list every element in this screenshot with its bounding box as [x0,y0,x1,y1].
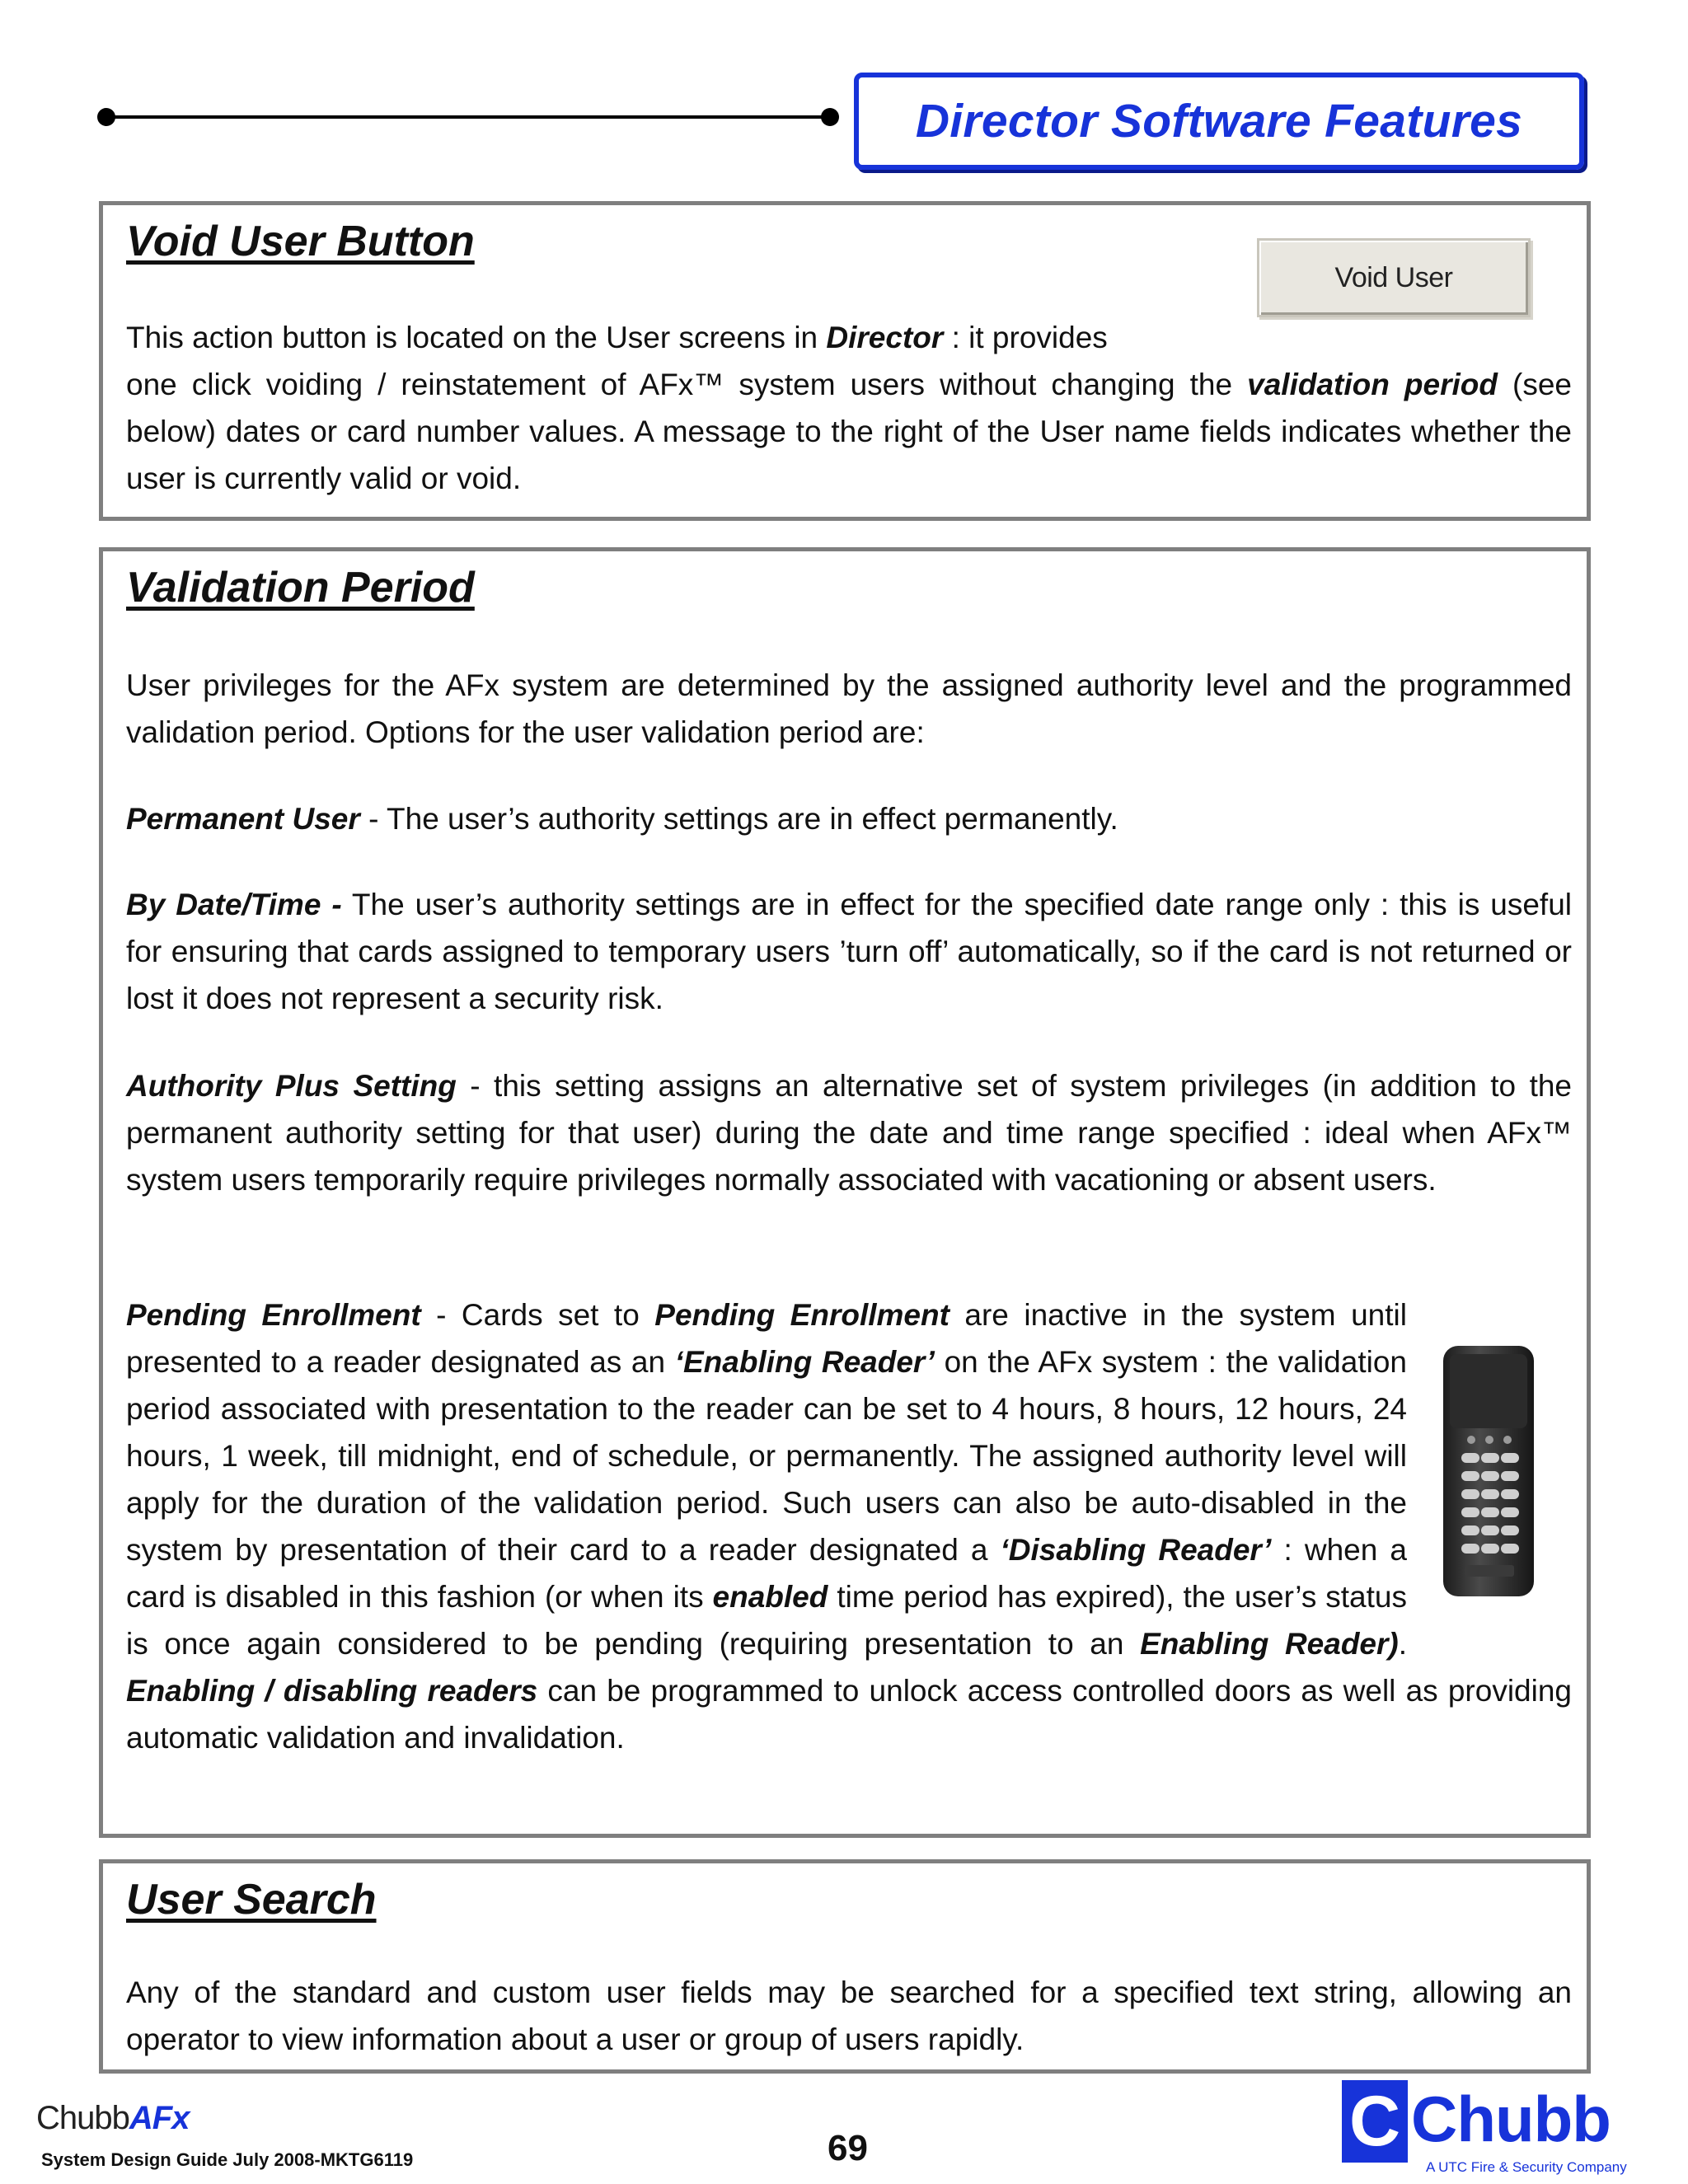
void-user-text-line1: This action button is located on the User screens in Director : it provides [126,321,1108,354]
authority-plus-item: Authority Plus Setting - this setting assigns an alternative set of system privileges (in addition to the permanent authority setting for that user) during the date and time range specified : ideal when AFx™ system users temporarily require privileges normally associated with vacationing or absent users. [126,1069,1573,1197]
chubb-logo-mark: C [1342,2080,1408,2163]
void-user-section [99,201,1591,521]
user-search-text: Any of the standard and custom user fields may be searched for a specified text string, allowing an operator to view information about a user or group of users rapidly. [126,1975,1572,2056]
footer-guide-text: System Design Guide July 2008-MKTG6119 [41,2149,414,2170]
user-search-heading: User Search [126,1876,377,1924]
pending-enrollment-item-part2: Enabling / disabling readers can be programmed to unlock access controlled doors as well as providing automatic validation and invalidation. [126,1674,1572,1755]
header-rule [104,115,829,119]
void-user-heading: Void User Button [126,218,475,265]
validation-period-heading: Validation Period [126,564,475,612]
chubb-tagline: A UTC Fire & Security Company [1426,2159,1627,2175]
card-reader-keypad-image [1440,1343,1537,1600]
validation-intro: User privileges for the AFx system are determined by the assigned authority level and the programmed validation period. Options for the user validation period are: [126,668,1572,749]
permanent-user-item: Permanent User - The user’s authority settings are in effect permanently. [126,802,1118,836]
page-number: 69 [828,2128,868,2168]
chubb-afx-logo: ChubbAFx [36,2100,190,2136]
validation-period-section [99,547,1591,1838]
user-search-section [99,1859,1591,2074]
void-user-button[interactable]: Void User [1257,238,1531,317]
by-date-time-item: By Date/Time - The user’s authority settings are in effect for the specified date range only : this is useful for ensuring that cards assigned to temporary users ’turn off’ automatically, so if the card is not returned or lost it does not represent a security risk. [126,888,1572,1015]
page-title: Director Software Features [854,73,1584,170]
header-rule-dot-right [821,108,839,126]
chubb-logo-wordmark: Chubb [1411,2083,1611,2155]
header-rule-dot-left [97,108,115,126]
void-user-text: one click voiding / reinstatement of AFx™ system users without changing the validation period (see below) dates or card number values. A message to the right of the User name fields indicates whether the user is currently valid or void. [126,368,1572,495]
pending-enrollment-item-part1: Pending Enrollment - Cards set to Pending Enrollment are inactive in the system until presented to a reader designated as an ‘Enabling Reader’ on the AFx system : the validation period associated with presentation to the reader can be set to 4 hours, 8 hours, 12 hours, 24 hours, 1 week, till midnight, end of schedule, or permanently. The assigned authority level will apply for the duration of the validation period. Such users can also be auto-disabled in the system by presentation of their card to a reader designated a ‘Disabling Reader’ : when a card is disabled in this fashion (or when its enabled time period has expired), the user’s status is once again considered to be pending (requiring presentation to an Enabling Reader). [126,1298,1407,1661]
